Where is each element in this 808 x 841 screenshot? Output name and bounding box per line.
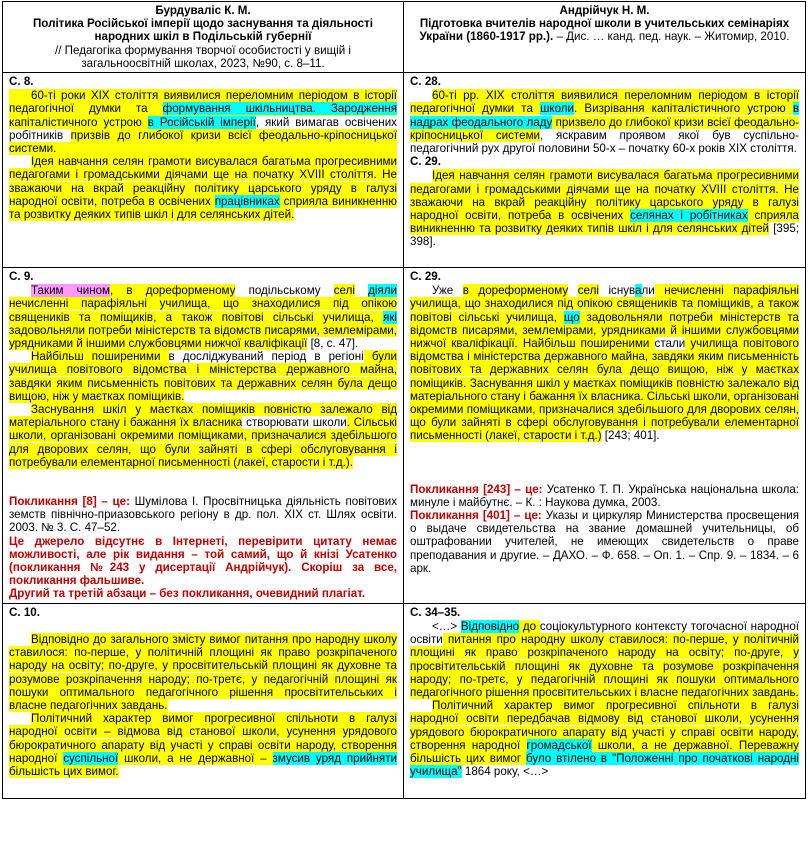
right-paragraph	[410, 699, 799, 778]
text-span: соціокультурного контексту тогочасної народної освіти	[410, 619, 800, 647]
text-span: 1864 року, <…>	[461, 765, 549, 779]
text-span: [8, с. 47].	[307, 337, 359, 351]
text-span: Політичний характер вимог прогресивної спільноти в галузі народної освіти – відмова від станової школи, усунення урядового бюрократичного апарату від участі у справі освіти народу, створення народної	[9, 712, 397, 765]
highlight-span: а	[635, 284, 642, 298]
text-span: школи, а не державної. Переважну більшість цих вимог	[410, 738, 799, 765]
right-cell-row3	[404, 603, 806, 798]
text-span: нечисленні парафіяльні училища, що знаходилися під опікою священиків та поміщиків, а також повітові сільські училища,	[9, 297, 397, 324]
text-span: задовольняли потреби міністерств та відомств писарями, землемірами, урядниками й іншими службовцями нижчої кваліфікації	[9, 323, 397, 351]
text-span: створювати школи	[242, 416, 347, 430]
right-page-ref: С. 28.	[410, 75, 441, 89]
right-title-line	[410, 17, 799, 43]
text-span: селі	[333, 284, 355, 298]
text-span: селі	[577, 284, 599, 298]
left-paragraph	[9, 284, 397, 350]
highlight-span: Таким чином	[31, 284, 111, 298]
right-reference	[410, 483, 799, 509]
highlight-span: громадської	[526, 738, 592, 752]
text-span: Уже	[432, 284, 463, 298]
reference-label: Покликання [401] – це:	[410, 509, 542, 523]
left-header-cell	[3, 2, 404, 73]
highlight-span: що	[563, 310, 580, 324]
text-span: 60-ті роки XIX століття виявилися переломним періодом в історії педагогічної думки та	[9, 89, 397, 116]
text-span: . Визрівання капіталістичного устрою	[574, 102, 793, 116]
text-span: питання про народну школу ставилося: по-перше, у політичній площині як право розкріпаченого народу на освіту; по-друге, у просвітительській площині як духовне та розумове розкріпачення народу; по-третє, у педагогічній площині як пошуки оптимального педагогічного рішення просвітительських і власне педагогічних завдань.	[9, 632, 397, 712]
text-span: [243; 401].	[601, 429, 660, 443]
left-page-ref: С. 10.	[9, 605, 40, 619]
highlight-span: діяли	[368, 284, 397, 298]
text-span: існув	[598, 284, 636, 298]
text-span: капіталістичного устрою	[9, 115, 148, 129]
left-page-ref: С. 9.	[9, 270, 34, 284]
right-title: Підготовка вчителів народної школи в учительських семінаріях України (1860-1917 рр.).	[419, 17, 790, 44]
text-span: школи, а не державної –	[118, 751, 273, 765]
left-paragraph	[9, 89, 397, 155]
text-span: Заснування шкіл у маєтках поміщиків повністю залежало від матеріального стану і бажання їх власника	[9, 403, 397, 430]
left-cell-row1	[3, 73, 404, 268]
highlight-span: Відповідно	[460, 619, 520, 633]
highlight-span: було втілено в "Положенні про початкові народні училища"	[410, 751, 799, 779]
reference-text: Шумілова І. Просвітницька діяльність повітових земств північно-приазовського регіону в др. пол. XIX ст. Шлях освіти. 2003. № 3. С. 47–52.	[9, 495, 397, 535]
right-cell-row2	[404, 268, 806, 604]
row-3	[3, 603, 806, 798]
comparison-table	[2, 1, 806, 799]
text-span: Сільські школи, організовані окремими поміщиками, призначалися здебільшого для дворових селян, що були зайняті в сфері обслуговування і потребували елементарної письменності (лакеї, старости і т.д.)	[410, 389, 800, 443]
text-span: задовольняли потреби міністерств та відомств писарями, землемірами, урядниками й іншими службовцями нижчої кваліфікації. Найбільш поширеними	[410, 310, 799, 351]
right-paragraph	[410, 89, 799, 155]
text-span: . Сільські школи, організовані окремими поміщиками, призначалися здебільшого для дворових селян, що були зайняті в сфері обслуговування і потребували елементарної письменності (лакеї, старости і т.д.).	[9, 416, 397, 469]
left-note: Це джерело відсутнє в Інтернеті, перевірити цитату немає можливості, але рік видання – той самий, що й кнізі Усатенко (покликання №243 у дисертації Андрійчук). Скоріш за все, покликання фальшиве.	[9, 534, 397, 588]
text-span: 60-ті рр. XIX століття виявилися переломним періодом в історії педагогічної думки та	[410, 89, 799, 116]
left-cell-row2	[3, 268, 404, 604]
text-span: , в дореформеному	[110, 284, 236, 298]
text-span: призвело до глибокої кризи всієї феодально-кріпосницької системи	[410, 115, 800, 142]
right-page-ref: С. 29.	[410, 155, 441, 169]
right-page-ref: С. 29.	[410, 270, 441, 284]
highlight-span: в Російській імперії	[147, 115, 256, 129]
text-span	[568, 284, 578, 297]
reference-label: Покликання [8] – це:	[9, 495, 130, 509]
text-span: училища повітового відомства і міністерства державного майна, завдяки яким письменність повітових та державних селян була дещо вищою, ніж у маєтках поміщиків. Заснування шкіл у маєтках поміщиків повністю залежало від матеріального стану і бажання їх власника.	[410, 337, 799, 403]
text-span: стали	[654, 337, 686, 351]
highlight-span: які	[383, 310, 397, 324]
text-span: Політичний характер вимог прогресивної спільноти в галузі народної освіти передбачав відмову від станової школи, усунення урядового бюрократичного апарату від участі у справі освіти народу, створення народної	[410, 699, 799, 752]
highlight-span: змусив уряд прийняти	[272, 751, 397, 765]
left-cell-row3	[3, 603, 404, 798]
right-paragraph	[410, 169, 799, 248]
text-span: до	[519, 619, 540, 633]
text-span: Найбільш поширеними	[31, 350, 169, 364]
text-span: [395; 398].	[410, 222, 799, 249]
text-span: в досліджуваний період в регіоні	[168, 350, 364, 364]
right-author: Андрійчук Н. М.	[559, 4, 650, 17]
right-cell-row1	[404, 73, 806, 268]
row-1	[3, 73, 806, 268]
left-reference	[9, 495, 397, 535]
highlight-span: селянах і робітниках	[630, 209, 748, 223]
right-paragraph	[410, 284, 799, 442]
text-span: подільському	[235, 284, 334, 298]
text-span	[355, 284, 368, 297]
text-span: Ідея навчання селян грамоти висувалася багатьма прогресивними педагогами і громадськими діячами ще на початку XVIII століття. Не зважаючи на вкрай реакційну політику царського уряду в галузі народної освіти, потреба в освічених	[9, 155, 397, 208]
text-span: Відповідно до загального змісту вимог	[31, 632, 245, 646]
right-header-cell	[404, 2, 806, 73]
text-span: <…>	[432, 619, 461, 633]
left-title: Політика Російської імперії щодо заснування та діяльності народних шкіл в Подільській губернії	[32, 17, 374, 44]
left-paragraph	[9, 403, 397, 469]
left-author: Бурдуваліс К. М.	[155, 4, 251, 17]
right-page-ref: С. 34–35.	[410, 605, 461, 619]
text-span: нечисленні парафіяльні училища, що знаходилися під опікою священиків та поміщиків, а також повітові сільські училища,	[410, 284, 799, 324]
text-span: питання про народну школу ставилося: по-перше, у політичній площині як право розкріпаченого народу на освіту; по-друге, у просвітительській площині як духовне та розумове розкріпачення народу; по-третє, у педагогічній площині як пошуки оптимального педагогічного рішення просвітительських і власне педагогічних завдань.	[410, 633, 799, 699]
left-page-ref: С. 8.	[9, 75, 34, 89]
text-span: , який вимагав освічених робітників	[9, 115, 397, 142]
text-span: ли	[641, 284, 655, 298]
highlight-span: в надрах феодального ладу	[410, 102, 800, 129]
spacer	[9, 620, 397, 633]
text-span: Ідея навчання селян грамоти висувалася багатьма прогресивними педагогами і громадськими діячами ще на початку XVIII століття. Не зважаючи на вкрай реакційну політику царського уряду в галузі народної освіти, потреба в освічених	[410, 169, 799, 223]
reference-text: Усатенко Т. П. Українська національна школа: минуле і майбутнє. – К. : Наукова думка, 2003.	[410, 482, 800, 509]
right-source: – Дис. … канд. пед. наук. – Житомир, 2010.	[553, 30, 790, 44]
text-span: в дореформеному	[462, 284, 569, 298]
left-note: Другий та третій абзаци – без покликання, очевидний плагіат.	[9, 587, 366, 601]
left-paragraph	[9, 155, 397, 221]
header-row	[3, 2, 806, 73]
right-paragraph	[410, 620, 799, 699]
left-source: // Педагогіка формування творчої особистості у вищій і загальноосвітній школах, 2023, №90, с. 8–11.	[55, 43, 351, 70]
row-2	[3, 268, 806, 604]
text-span: більшість цих вимог.	[9, 764, 119, 778]
text-span: були училища повітового відомства і міністерства державного майна, завдяки яким письменність повітових та державних селян була дещо вищою, ніж у маєтках поміщиків.	[9, 350, 398, 403]
highlight-span: школи	[540, 102, 575, 116]
left-paragraph	[9, 633, 397, 712]
reference-text: Указы и циркуляр Министерства просвещения о выдаче свидетельства на звание домашней учительницы, об оштрафовании учителей, не имеющих свидетельств о праве преподавания и другие. – ДАХО. – Ф. 658. – Оп. 1. – Спр. 9. – 1834. – 6 арк.	[410, 509, 800, 575]
text-span: , яскравим проявом якої був суспільно-педагогічний рух другої половини 50-х – початку 60-х років XIX століття.	[410, 128, 799, 156]
spacer	[410, 443, 799, 483]
highlight-span: працівниках	[214, 194, 280, 208]
reference-label: Покликання [243] – це:	[410, 482, 543, 496]
text-span: сприяла виникненню та розвитку деяких типів шкіл і для селянських дітей.	[9, 194, 397, 222]
highlight-span: суспільної	[63, 751, 119, 765]
spacer	[9, 469, 397, 495]
text-span: сприяла виникненню та розвитку деяких типів шкіл і для селянських дітей	[410, 209, 799, 236]
left-paragraph	[9, 350, 397, 403]
highlight-span: формування шкільництва. Зародження	[162, 102, 398, 116]
text-span: призвів до глибокої кризи всієї феодально-кріпосницької системи.	[9, 128, 397, 156]
left-paragraph	[9, 712, 397, 778]
right-reference	[410, 509, 799, 575]
